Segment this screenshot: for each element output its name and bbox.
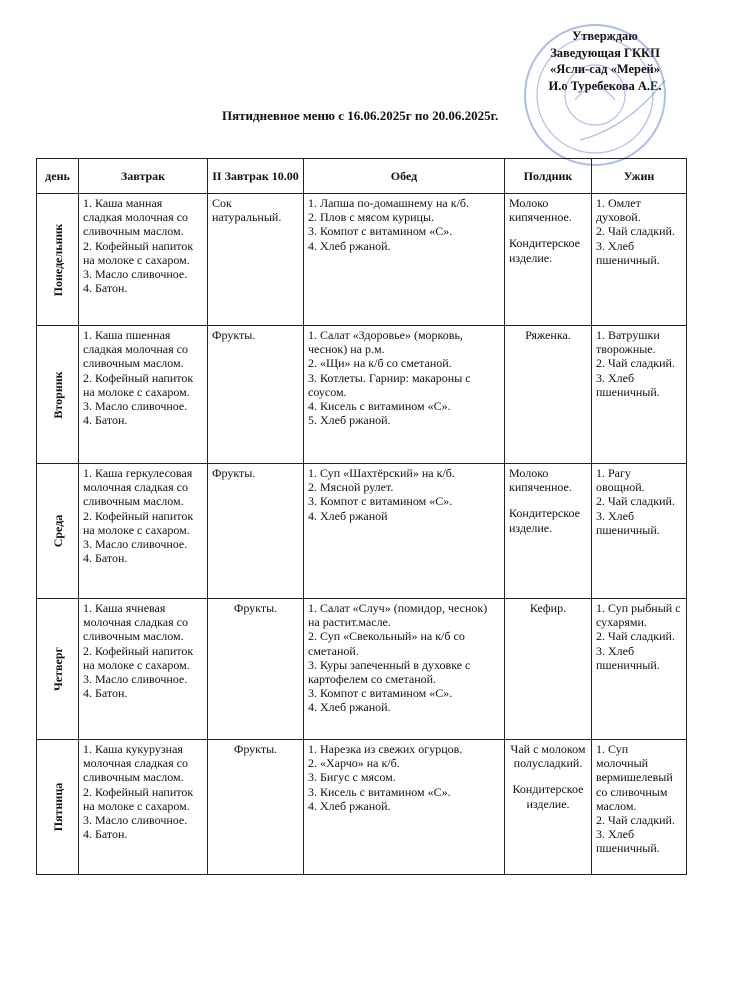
- snack-cell: [505, 740, 592, 875]
- menu-item: 1. Суп рыбный с сухарями.: [596, 601, 681, 630]
- menu-item: 2. Кофейный напиток на молоке с сахаром.: [83, 508, 194, 537]
- lunch-cell: [304, 740, 505, 875]
- table-row: [37, 194, 687, 326]
- menu-item: 3. Котлеты. Гарнир: макароны с соусом.: [308, 370, 471, 399]
- approval-line-3: «Ясли-сад «Мерей»: [550, 62, 660, 76]
- menu-item: 5. Хлеб ржаной.: [308, 413, 391, 428]
- menu-item: 1. Ватрушки творожные.: [596, 328, 660, 357]
- header-dinner: Ужин: [592, 159, 687, 194]
- menu-item: 2. «Щи» на к/б со сметаной.: [308, 356, 452, 371]
- lunch-cell: [304, 194, 505, 326]
- menu-item: Фрукты.: [233, 601, 278, 615]
- header-lunch: Обед: [304, 159, 505, 194]
- menu-item: Сок натуральный.: [212, 196, 282, 225]
- menu-item: 4. Батон.: [83, 281, 128, 296]
- menu-item: 4. Хлеб ржаной: [308, 508, 388, 523]
- menu-item: 2. Чай сладкий.: [596, 629, 675, 644]
- approval-line-4: И.о Туребекова А.Е.: [548, 78, 662, 93]
- menu-item: 4. Хлеб ржаной.: [308, 798, 391, 813]
- menu-item: 2. Кофейный напиток на молоке с сахаром.: [83, 238, 194, 267]
- snack-cell: [505, 599, 592, 740]
- second-breakfast-cell: [208, 740, 304, 875]
- day-name: Понедельник: [50, 223, 65, 296]
- day-name: Четверг: [50, 647, 65, 691]
- second-breakfast-cell: [208, 194, 304, 326]
- day-name: Пятница: [50, 782, 65, 832]
- menu-item: 3. Масло сливочное.: [83, 399, 188, 414]
- table-row: [37, 599, 687, 740]
- menu-item: Кефир.: [529, 601, 567, 615]
- menu-item: 3. Бигус с мясом.: [308, 770, 396, 785]
- menu-item: 4. Хлеб ржаной.: [308, 238, 391, 253]
- menu-item: 1. Суп «Шахтёрский» на к/б.: [308, 466, 455, 480]
- menu-item: 3. Кисель с витамином «С».: [308, 784, 451, 799]
- menu-item: 2. Кофейный напиток на молоке с сахаром.: [83, 643, 194, 672]
- menu-item: 1. Суп молочный вермишелевый со сливочным маслом.: [596, 742, 673, 813]
- menu-item: Молоко кипяченное.: [509, 196, 572, 225]
- breakfast-cell: [79, 194, 208, 326]
- menu-item: 2. Кофейный напиток на молоке с сахаром.: [83, 370, 194, 399]
- menu-item: Ряженка.: [525, 328, 571, 342]
- day-cell: [37, 464, 79, 599]
- table-row: [37, 740, 687, 875]
- menu-item: Фрукты.: [233, 742, 278, 756]
- dinner-cell: [592, 599, 687, 740]
- menu-item: 3. Компот с витамином «С».: [308, 494, 453, 509]
- lunch-cell: [304, 326, 505, 464]
- menu-item: Чай с молоком полусладкий.: [510, 742, 586, 771]
- menu-item: 1. Омлет духовой.: [596, 196, 641, 225]
- menu-table: [36, 158, 687, 875]
- menu-item: Кондитерское изделие.: [509, 236, 580, 265]
- breakfast-cell: [79, 326, 208, 464]
- snack-cell: [505, 194, 592, 326]
- menu-item: Фрукты.: [212, 328, 256, 342]
- menu-item: 4. Батон.: [83, 686, 128, 701]
- menu-item: 3. Компот с витамином «С».: [308, 224, 453, 239]
- breakfast-cell: [79, 464, 208, 599]
- menu-item: 1. Каша манная сладкая молочная со сливочным маслом.: [83, 196, 188, 239]
- table-row: [37, 326, 687, 464]
- menu-item: 3. Хлеб пшеничный.: [596, 827, 660, 856]
- second-breakfast-cell: [208, 464, 304, 599]
- menu-item: 1. Салат «Здоровье» (морковь, чеснок) на р.м.: [308, 328, 463, 357]
- menu-item: 3. Масло сливочное.: [83, 672, 188, 687]
- menu-item: Фрукты.: [212, 466, 256, 480]
- menu-item: 3. Хлеб пшеничный.: [596, 508, 660, 537]
- menu-item: 3. Хлеб пшеничный.: [596, 238, 660, 267]
- day-cell: [37, 194, 79, 326]
- menu-item: Кондитерское изделие.: [509, 506, 580, 535]
- snack-cell: [505, 464, 592, 599]
- official-stamp: [520, 20, 670, 170]
- lunch-cell: [304, 599, 505, 740]
- menu-item: Кондитерское изделие.: [512, 782, 584, 811]
- second-breakfast-cell: [208, 326, 304, 464]
- snack-cell: [505, 326, 592, 464]
- menu-item: 2. «Харчо» на к/б.: [308, 756, 400, 771]
- day-name: Вторник: [50, 370, 65, 419]
- menu-item: 1. Каша пшенная сладкая молочная со сливочным маслом.: [83, 328, 188, 371]
- menu-item: 3. Хлеб пшеничный.: [596, 643, 660, 672]
- menu-item: 3. Куры запеченный в духовке с картофелем со сметаной.: [308, 657, 471, 687]
- menu-item: Молоко кипяченное.: [509, 466, 572, 495]
- menu-item: 3. Масло сливочное.: [83, 537, 188, 552]
- header-day: день: [37, 159, 79, 194]
- header-second-breakfast: II Завтрак 10.00: [208, 159, 304, 194]
- breakfast-cell: [79, 599, 208, 740]
- menu-item: 3. Масло сливочное.: [83, 813, 188, 828]
- menu-item: 2. Чай сладкий.: [596, 356, 675, 371]
- dinner-cell: [592, 194, 687, 326]
- menu-item: 4. Хлеб ржаной.: [308, 700, 391, 715]
- spacer: [509, 224, 587, 236]
- dinner-cell: [592, 740, 687, 875]
- menu-item: 4. Батон.: [83, 551, 128, 566]
- menu-item: 1. Нарезка из свежих огурцов.: [308, 742, 463, 756]
- day-cell: [37, 740, 79, 875]
- menu-item: 3. Хлеб пшеничный.: [596, 370, 660, 399]
- menu-item: 2. Чай сладкий.: [596, 494, 675, 509]
- breakfast-cell: [79, 740, 208, 875]
- menu-item: 4. Батон.: [83, 413, 128, 428]
- day-cell: [37, 326, 79, 464]
- menu-item: 1. Лапша по-домашнему на к/б.: [308, 196, 470, 210]
- menu-item: 4. Батон.: [83, 827, 128, 842]
- menu-item: 2. Суп «Свекольный» на к/б со сметаной.: [308, 629, 465, 658]
- menu-item: 4. Кисель с витамином «С».: [308, 399, 451, 414]
- header-snack: Полдник: [505, 159, 592, 194]
- menu-item: 3. Масло сливочное.: [83, 267, 188, 282]
- menu-item: 1. Каша ячневая молочная сладкая со сливочным маслом.: [83, 601, 188, 644]
- menu-item: 2. Чай сладкий.: [596, 224, 675, 239]
- approval-line-1: Утверждаю: [572, 29, 638, 43]
- menu-item: 2. Плов с мясом курицы.: [308, 210, 435, 225]
- header-breakfast: Завтрак: [79, 159, 208, 194]
- table-row: [37, 464, 687, 599]
- menu-item: 1. Рагу овощной.: [596, 466, 645, 495]
- approval-line-2: Заведующая ГККП: [550, 45, 660, 60]
- header-row: [37, 159, 687, 194]
- second-breakfast-cell: [208, 599, 304, 740]
- lunch-cell: [304, 464, 505, 599]
- menu-item: 2. Чай сладкий.: [596, 813, 675, 828]
- menu-item: 1. Каша геркулесовая молочная сладкая со сливочным маслом.: [83, 466, 193, 509]
- menu-item: 3. Компот с витамином «С».: [308, 686, 453, 701]
- dinner-cell: [592, 326, 687, 464]
- menu-item: 2. Мясной рулет.: [308, 480, 394, 495]
- menu-item: 1. Салат «Случ» (помидор, чеснок) на растит.масле.: [308, 601, 488, 630]
- page-title: Пятидневное меню с 16.06.2025г по 20.06.2025г.: [222, 108, 499, 123]
- spacer: [509, 494, 587, 506]
- day-name: Среда: [50, 514, 65, 548]
- dinner-cell: [592, 464, 687, 599]
- day-cell: [37, 599, 79, 740]
- menu-item: 2. Кофейный напиток на молоке с сахаром.: [83, 784, 194, 813]
- menu-item: 1. Каша кукурузная молочная сладкая со сливочным маслом.: [83, 742, 188, 785]
- spacer: [509, 770, 587, 782]
